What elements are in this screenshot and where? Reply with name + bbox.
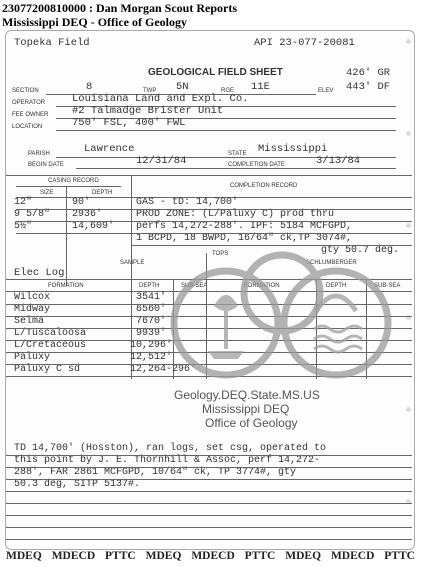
casing-size: 12" [14,197,33,208]
casing-size: 9 5/8" [14,209,51,220]
state-value: Mississippi [258,143,328,155]
fee-owner-value: #2 Talmadge Brister Unit [72,105,224,117]
completion-line: PROD ZONE: (L/Paluxy C) prod thru [136,209,335,220]
footer-item: PTTC [244,550,276,562]
casing-size: 5½" [14,221,33,232]
field-sheet-card [5,30,415,550]
formation-depth: 3541' [136,292,167,303]
operator-value: Louisiana Land and Expl. Co. [72,93,249,105]
rule [6,491,412,492]
sheet-title: GEOLOGICAL FIELD SHEET [148,67,283,78]
mdeq-seal-watermark [166,251,396,396]
completion-line: GAS - tD: 14,700' [136,197,239,208]
column-divider [131,175,132,286]
elevation-gr: 426' GR [346,67,391,79]
completion-record-title: COMPLETION RECORD [230,183,298,189]
footer-item: MDECD [51,550,96,562]
rule [56,130,396,131]
rule [16,221,131,222]
rule [6,175,412,176]
parish-label: PARISH [28,151,50,157]
rule [6,455,412,456]
formation-name: L/Cretaceous [14,340,87,351]
parish-value: Lawrence [84,143,135,155]
hole-punch [406,223,411,228]
formation-col-label: FORMATION [48,283,84,289]
formation-col-label: FORMATION [244,283,280,289]
remarks-line: 50.3 deg, SITP 5137#. [14,479,141,490]
location-value: 750' FSL, 400' FWL [72,117,186,129]
completion-line: 1 BCPD, 18 BWPD, 16/64" ck,TP 3074#, [136,233,353,244]
agency-header: Mississippi DEQ - Office of Geology [2,15,187,29]
rule [131,221,412,222]
elec-log-text: Elec Log [14,267,65,279]
rule [76,168,396,169]
size-col-label: SIZE [40,190,54,196]
watermark-agency: Mississippi DEQ [202,402,290,416]
watermark-url: Geology.DEQ.State.MS.US [174,388,320,402]
remarks-line: TD 14,700' (Hosston), ran logs, set csg, operated to [14,443,327,454]
formation-depth: 6560' [136,304,167,315]
casing-depth: 2936' [72,209,103,220]
rule [6,527,412,528]
formation-name: L/Tuscaloosa [14,328,87,339]
formation-depth: 9939' [136,328,167,339]
formation-depth: 10,296' [130,340,173,351]
tree-trunk-icon [224,309,228,349]
rule [131,245,412,246]
depth-col-label: DEPTH [139,283,160,289]
column-divider [66,186,67,286]
footer-item: PTTC [384,550,415,562]
elevation-df: 443' DF [346,81,391,93]
begin-date-value: 12/31/84 [136,155,187,167]
subsea-col-label: SUB-SEA [181,283,208,289]
begin-date-label: BEGIN DATE [28,162,64,168]
section-value: 8 [86,81,93,93]
sample-label: SAMPLE [120,260,145,266]
rule [6,515,412,516]
formation-depth: 12,264-296' [130,364,197,375]
twp-value: 5N [176,81,189,93]
formation-name: Selma [14,316,45,327]
footer-item: MDECD [191,550,235,562]
hole-punch [406,39,411,44]
rge-label: RGE [221,88,235,94]
fee-owner-label: FEE OWNER [12,112,49,118]
rge-value: 11E [251,81,270,93]
elev-label: ELEV [318,88,334,94]
completion-line: gty 50.7 deg. [321,245,400,256]
rule [16,209,131,210]
footer-banner [0,550,421,562]
depth-col-label: DEPTH [326,283,347,289]
leaf-icon [214,295,238,311]
schlumberger-label: SCHLUMBERGER [306,260,357,266]
hole-punch [406,131,411,136]
depth-col-label: DEPTH [92,190,113,196]
twp-label: TWP [143,88,157,94]
completion-date-value: 3/13/84 [316,155,361,167]
field-name: Topeka Field [14,37,90,49]
location-label: LOCATION [12,124,43,130]
rule [131,233,412,234]
footer-item: MDECD [330,550,375,562]
formation-name: Wilcox [14,292,51,303]
rule [6,467,412,468]
footer-item: MDEQ [145,550,182,562]
formation-name: Paluxy C sd [14,364,81,375]
api-number: API 23-077-20081 [254,37,355,49]
subsea-col-label: SUB-SEA [374,283,401,289]
footer-item: MDEQ [6,550,42,562]
watermark-office: Office of Geology [205,416,298,430]
rule [16,186,121,187]
casing-depth: 14,609' [72,221,115,232]
section-label: SECTION [12,88,39,94]
rule [6,539,412,540]
water-waves-icon [314,326,362,352]
rule [131,209,412,210]
tree-base-icon [208,351,244,359]
remarks-line: this point by J. E. Thornhill & Assoc, perf 14,272- [14,455,321,466]
hole-punch [406,407,411,412]
operator-label: OPERATOR [12,100,46,106]
tops-label: TOPS [212,251,229,257]
footer-item: PTTC [105,550,136,562]
completion-date-label: COMPLETION DATE [228,162,285,168]
footer-item: MDEQ [285,550,322,562]
rule [16,233,131,234]
formation-name: Paluxy [14,352,51,363]
rule [6,479,412,480]
formation-name: Midway [14,304,51,315]
rule [6,503,412,504]
report-id-header: 23077200810000 : Dan Morgan Scout Reports [2,1,237,15]
formation-depth: 7670' [136,316,167,327]
state-label: STATE [228,151,247,157]
casing-depth: 90' [72,197,91,208]
remarks-line: 288', FAR 2861 MCFGPD, 10/64" ck, TP 3774#, gty [14,467,297,478]
completion-line: perfs 14,272-288'. IPF: 5184 MCFGPD, [136,221,353,232]
casing-record-title: CASING RECORD [48,178,99,184]
formation-depth: 12,512' [130,352,173,363]
